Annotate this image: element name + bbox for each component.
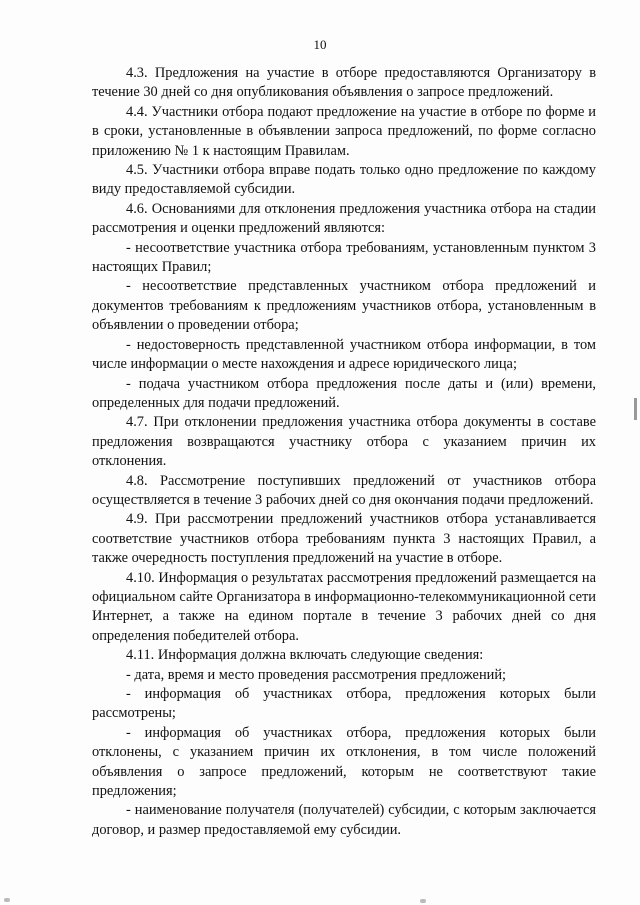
list-item-4-11-1: - дата, время и место проведения рассмотрения предложений; [126, 666, 507, 683]
paragraph-4-10: 4.10. Информация о результатах рассмотрения предложений размещается на официальном сайте Организатора в информационно-телекоммуникационной сети Интернет, а также на едином портале в течение 3 рабочих дней со дня определения победителей отбора. [92, 569, 596, 644]
list-item-4-6-4: - подача участником отбора предложения после даты и (или) времени, определенных для подачи предложений. [92, 375, 596, 411]
paragraph-4-9: 4.9. При рассмотрении предложений участников отбора устанавливается соответствие участников отбора требованиям пункта 3 настоящих Правил, а также очередность поступления предложений на участие в отборе. [92, 511, 596, 567]
list-item-4-6-1: - несоответствие участника отбора требованиям, установленным пунктом 3 настоящих Правил; [92, 239, 596, 276]
list-item-4-6-2: - несоответствие представленных участником отбора предложений и документов требованиям к предложениям участников отбора, установленным в объявлении о проведении отбора; [92, 278, 596, 334]
paragraph-4-4: 4.4. Участники отбора подают предложение на участие в отборе по форме и в сроки, установленные в объявлении запроса предложений, по форме согласно приложению № 1 к настоящим Правилам. [92, 103, 596, 159]
scan-artifact [420, 899, 426, 903]
list-item-4-11-4: - наименование получателя (получателей) субсидии, с которым заключается договор, и размер предоставляемой ему субсидии. [92, 802, 596, 838]
scan-edge-mark [634, 398, 637, 420]
list-item-4-11-2: - информация об участниках отбора, предложения которых были рассмотрены; [92, 686, 596, 722]
paragraph-4-3: 4.3. Предложения на участие в отборе предоставляются Организатору в течение 30 дней со дня опубликования объявления о запросе предложений. [92, 65, 596, 101]
paragraph-4-8: 4.8. Рассмотрение поступивших предложений от участников отбора осуществляется в течение 3 рабочих дней со дня окончания подачи предложений. [92, 472, 596, 508]
paragraph-4-5: 4.5. Участники отбора вправе подать только одно предложение по каждому виду предоставляемой субсидии. [92, 162, 596, 198]
paragraph-4-11: 4.11. Информация должна включать следующие сведения: [126, 647, 484, 664]
page-number: 10 [313, 37, 327, 52]
list-item-4-6-3: - недостоверность представленной участником отбора информации, в том числе информации о месте нахождения и адресе юридического лица; [92, 336, 596, 373]
paragraph-4-7: 4.7. При отклонении предложения участника отбора документы в составе предложения возвращаются участнику отбора с указанием причин их отклонения. [92, 414, 596, 470]
document-body [92, 64, 596, 840]
list-item-4-11-3: - информация об участниках отбора, предложения которых были отклонены, с указанием причин их отклонения, в том числе положений объявления о запросе предложений, которым не соответствуют такие предложения; [92, 724, 596, 800]
scan-artifact [4, 898, 10, 902]
paragraph-4-6: 4.6. Основаниями для отклонения предложения участника отбора на стадии рассмотрения и оценки предложений являются: [92, 200, 596, 237]
